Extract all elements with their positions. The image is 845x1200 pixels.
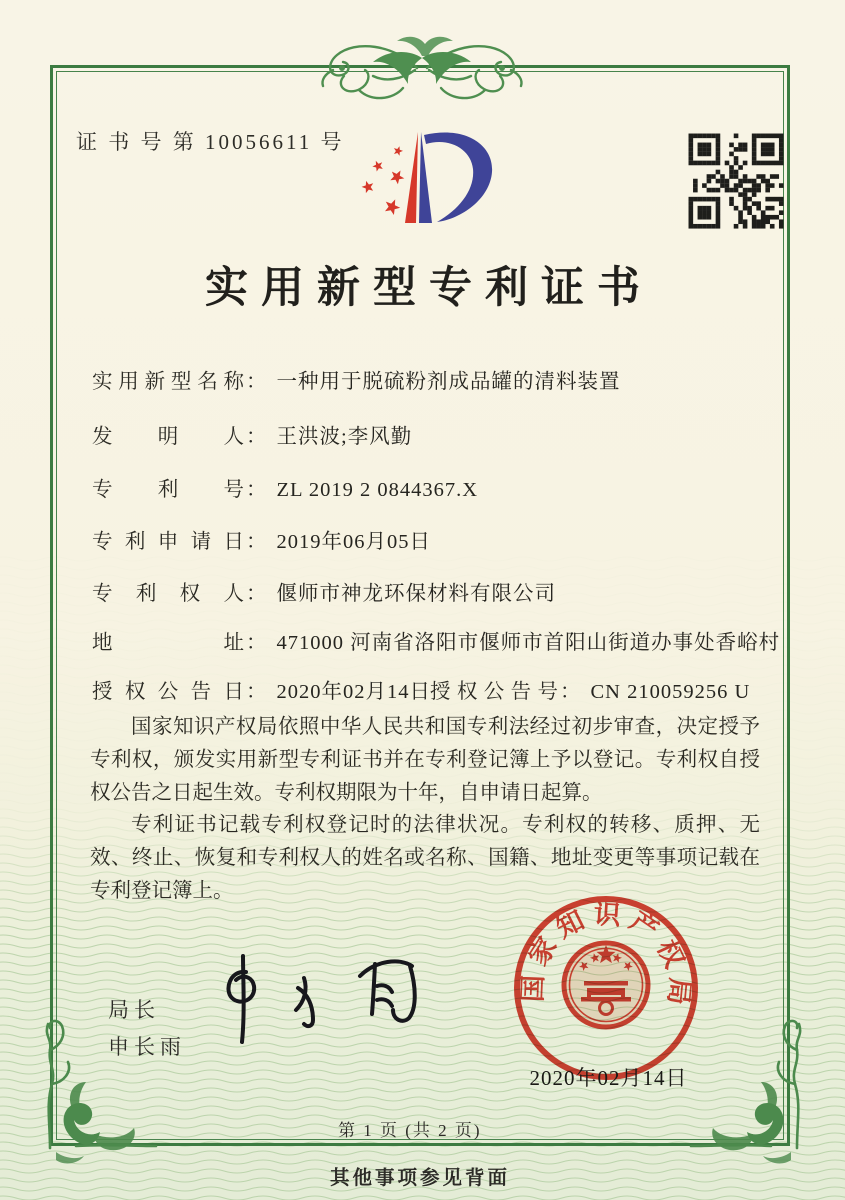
field-value: CN 210059256 U	[590, 681, 751, 703]
field-value: 471000 河南省洛阳市偃师市首阳山街道办事处香峪村	[276, 632, 781, 654]
seal-text: 国家知识产权局	[517, 898, 696, 1014]
field-row-inventor: 发明人： 王洪波;李风勤	[92, 419, 762, 449]
field-label: 授权公告日	[92, 681, 244, 703]
field-row-invention-name: 实用新型名称： 一种用于脱硫粉剂成品罐的清料装置	[92, 364, 762, 394]
national-emblem-icon	[564, 943, 648, 1027]
field-row-patent-number: 专利号： ZL 2019 2 0844367.X	[92, 472, 762, 502]
field-label: 实用新型名称	[92, 371, 244, 393]
field-row-grant: 授权公告日： 2020年02月14日 授权公告号： CN 210059256 U	[92, 674, 762, 704]
certificate-title: 实用新型专利证书	[205, 265, 653, 312]
field-label: 授权公告号	[430, 681, 558, 703]
legal-paragraph-2: 专利证书记载专利权登记时的法律状况。专利权的转移、质押、无效、终止、恢复和专利权人的姓名或名称、国籍、地址变更等事项记载在专利登记簿上。	[90, 814, 760, 902]
seal-date: 2020年02月14日	[529, 1066, 688, 1090]
field-value: 王洪波;李风勤	[276, 426, 413, 448]
qr-code	[684, 129, 788, 233]
legal-paragraph-1: 国家知识产权局依照中华人民共和国专利法经过初步审查，决定授予专利权，颁发实用新型专利证书并在专利登记簿上予以登记。专利权自授权公告之日起生效。专利权期限为十年，自申请日起算。	[90, 716, 760, 804]
director-signature-icon	[212, 950, 447, 1050]
field-label: 发明人	[92, 426, 244, 448]
field-value: 偃师市神龙环保材料有限公司	[276, 583, 556, 605]
field-label: 专利申请日	[92, 531, 244, 553]
page-number: 第 1 页 (共 2 页)	[338, 1121, 482, 1140]
field-label: 地址	[92, 632, 244, 654]
certificate-number: 证 书 号 第 10056611 号	[76, 130, 345, 154]
see-reverse-note: 其他事项参见背面	[330, 1168, 511, 1189]
field-row-patentee: 专利权人： 偃师市神龙环保材料有限公司	[92, 576, 762, 606]
top-flourish-ornament-icon	[297, 18, 547, 113]
cnipa-patent-logo-icon	[345, 124, 500, 246]
legal-text	[90, 711, 760, 908]
cnipa-seal-icon	[511, 893, 701, 1083]
field-label: 专利号	[92, 479, 244, 501]
director-title: 局长	[108, 998, 160, 1022]
field-label: 专利权人	[92, 583, 244, 605]
field-value: 一种用于脱硫粉剂成品罐的清料装置	[276, 371, 621, 393]
field-value: 2020年02月14日	[276, 681, 431, 703]
grant-number-pair: 授权公告号： CN 210059256 U	[430, 674, 750, 704]
field-value: ZL 2019 2 0844367.X	[276, 479, 479, 501]
field-row-address: 地址： 471000 河南省洛阳市偃师市首阳山街道办事处香峪村	[92, 625, 762, 655]
director-name: 申长雨	[108, 1035, 186, 1059]
field-value: 2019年06月05日	[276, 531, 431, 553]
field-row-filing-date: 专利申请日： 2019年06月05日	[92, 524, 762, 554]
